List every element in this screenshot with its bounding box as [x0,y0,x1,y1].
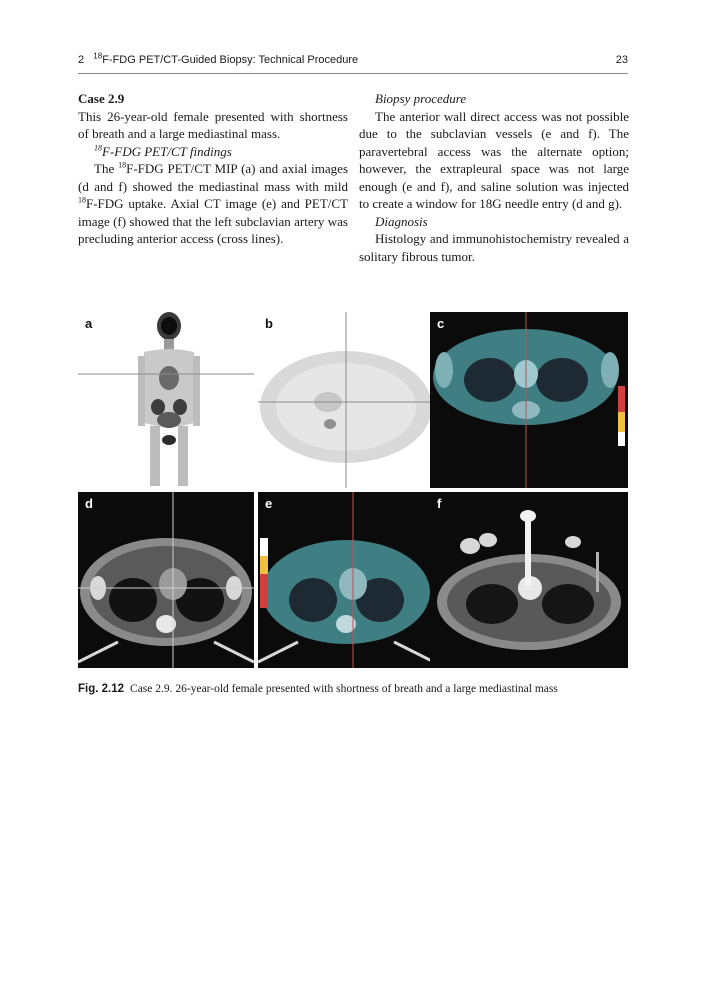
procedure-paragraph: The anterior wall direct access was not possible due to the subclavian vessels (e and f). The paravertebral access was the alternate option; however, the extrapleural space was not large enough (e and f), and saline solution was injected to create a window for 18G needle entry (d and g). [359,108,629,211]
panel-label-c: c [437,316,445,331]
running-head-title [78,51,359,66]
isotope-superscript: 18 [93,51,103,61]
right-column [359,90,629,265]
header-rule [78,73,628,74]
diagnosis-heading: Diagnosis [375,213,428,229]
figure-2-12 [78,312,628,670]
panel-e [258,492,434,668]
findings-text-c: F-FDG uptake. Axial CT image (e) and PET/CT image (f) showed that the left subclavian artery was precluding anterior access (cross lines). [78,196,348,246]
findings-heading-text: F-FDG PET/CT findings [102,143,232,159]
panel-f [430,492,628,668]
figure-caption-label: Fig. 2.12 [78,683,125,695]
panel-a [78,312,254,488]
panel-label-e: e [265,496,273,511]
figure-caption-text: Case 2.9. 26-year-old female presented with shortness of breath and a large mediastinal mass [130,683,558,695]
ct-needle-image [430,492,628,668]
fusion-axial-image-c [430,312,628,488]
pet-axial-image [258,312,434,488]
panel-label-d: d [85,496,93,511]
findings-paragraph [78,160,348,248]
fusion-axial-image-e [258,492,434,668]
page-number: 23 [615,54,628,66]
running-head [78,51,628,70]
findings-heading-superscript: 18 [94,143,102,153]
panel-label-b: b [265,316,273,331]
case-intro: This 26-year-old female presented with shortness of breath and a large mediastinal mass. [78,108,348,141]
figure-caption [78,683,638,695]
panel-label-f: f [437,496,442,511]
diagnosis-paragraph: Histology and immunohistochemistry revealed a solitary fibrous tumor. [359,231,629,264]
case-heading: Case 2.9 [78,91,125,106]
findings-heading [78,143,348,161]
pet-mip-image [78,312,254,488]
findings-text-b: F-FDG PET/CT MIP (a) and axial images (d and f) showed the mediastinal mass with mild [78,161,348,194]
left-column [78,90,348,248]
findings-superscript-1: 18 [118,160,127,170]
procedure-heading: Biopsy procedure [375,91,467,106]
chapter-number: 2 [78,54,85,66]
findings-text-a: The [94,161,119,176]
panel-label-a: a [85,316,93,331]
findings-superscript-2: 18 [78,195,86,205]
panel-b [258,312,434,488]
chapter-title: F-FDG PET/CT-Guided Biopsy: Technical Procedure [102,54,359,66]
panel-d [78,492,254,668]
panel-c [430,312,628,488]
ct-axial-image [78,492,254,668]
